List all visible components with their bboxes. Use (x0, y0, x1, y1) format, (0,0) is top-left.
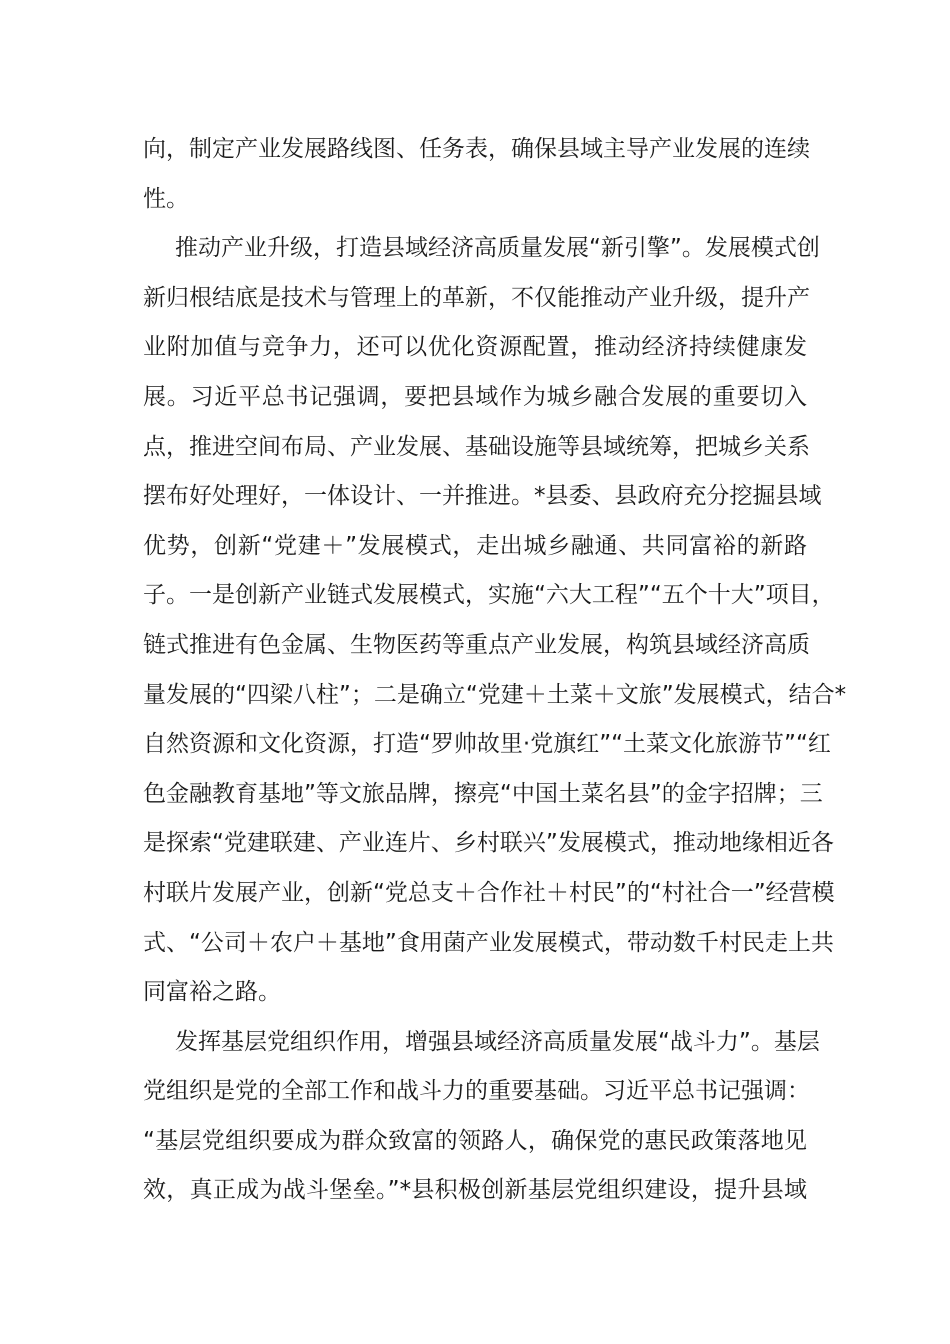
text-line: 业附加值与竞争力，还可以优化资源配置，推动经济持续健康发 (143, 334, 807, 361)
text-line: 村联片发展产业，创新“党总支＋合作社＋村民”的“村社合一”经营模 (143, 879, 835, 906)
text-line: 子。一是创新产业链式发展模式，实施“六大工程”“五个十大”项目， (143, 582, 835, 609)
text-line: 展。习近平总书记强调，要把县域作为城乡融合发展的重要切入 (143, 383, 807, 410)
text-line: 推动产业升级，打造县域经济高质量发展“新引擎”。发展模式创 (175, 235, 820, 262)
paragraph-2 (143, 224, 847, 1018)
text-line: 是探索“党建联建、产业连片、乡村联兴”发展模式，推动地缘相近各 (143, 830, 834, 857)
text-line: 同富裕之路。 (143, 979, 281, 1006)
paragraph-1 (143, 125, 810, 224)
document-body (143, 125, 847, 1216)
text-line: 色金融教育基地”等文旅品牌，擦亮“中国土菜名县”的金字招牌；三 (143, 780, 823, 807)
text-line: 效，真正成为战斗堡垒。”*县积极创新基层党组织建设，提升县域 (143, 1177, 807, 1204)
paragraph-3 (143, 1018, 820, 1216)
text-line: 优势，创新“党建＋”发展模式，走出城乡融通、共同富裕的新路 (143, 532, 807, 559)
text-line: 新归根结底是技术与管理上的革新，不仅能推动产业升级，提升产 (143, 284, 810, 311)
text-line: 党组织是党的全部工作和战斗力的重要基础。习近平总书记强调： (143, 1078, 810, 1105)
text-line: 性。 (143, 185, 189, 212)
text-line: 摆布好处理好，一体设计、一并推进。*县委、县政府充分挖掘县域 (143, 483, 822, 510)
text-line: 点，推进空间布局、产业发展、基础设施等县域统筹，把城乡关系 (143, 433, 810, 460)
text-line: 链式推进有色金属、生物医药等重点产业发展，构筑县域经济高质 (143, 631, 810, 658)
text-line: 量发展的“四梁八柱”；二是确立“党建＋土菜＋文旅”发展模式，结合* (143, 681, 847, 708)
text-line: 向，制定产业发展路线图、任务表，确保县域主导产业发展的连续 (143, 136, 810, 162)
text-line: 发挥基层党组织作用，增强县域经济高质量发展“战斗力”。基层 (175, 1028, 820, 1055)
text-line: 式、“公司＋农户＋基地”食用菌产业发展模式，带动数千村民走上共 (143, 929, 834, 956)
text-line: “基层党组织要成为群众致富的领路人，确保党的惠民政策落地见 (143, 1127, 807, 1154)
text-line: 自然资源和文化资源，打造“罗帅故里·党旗红”“土菜文化旅游节”“红 (143, 731, 831, 758)
